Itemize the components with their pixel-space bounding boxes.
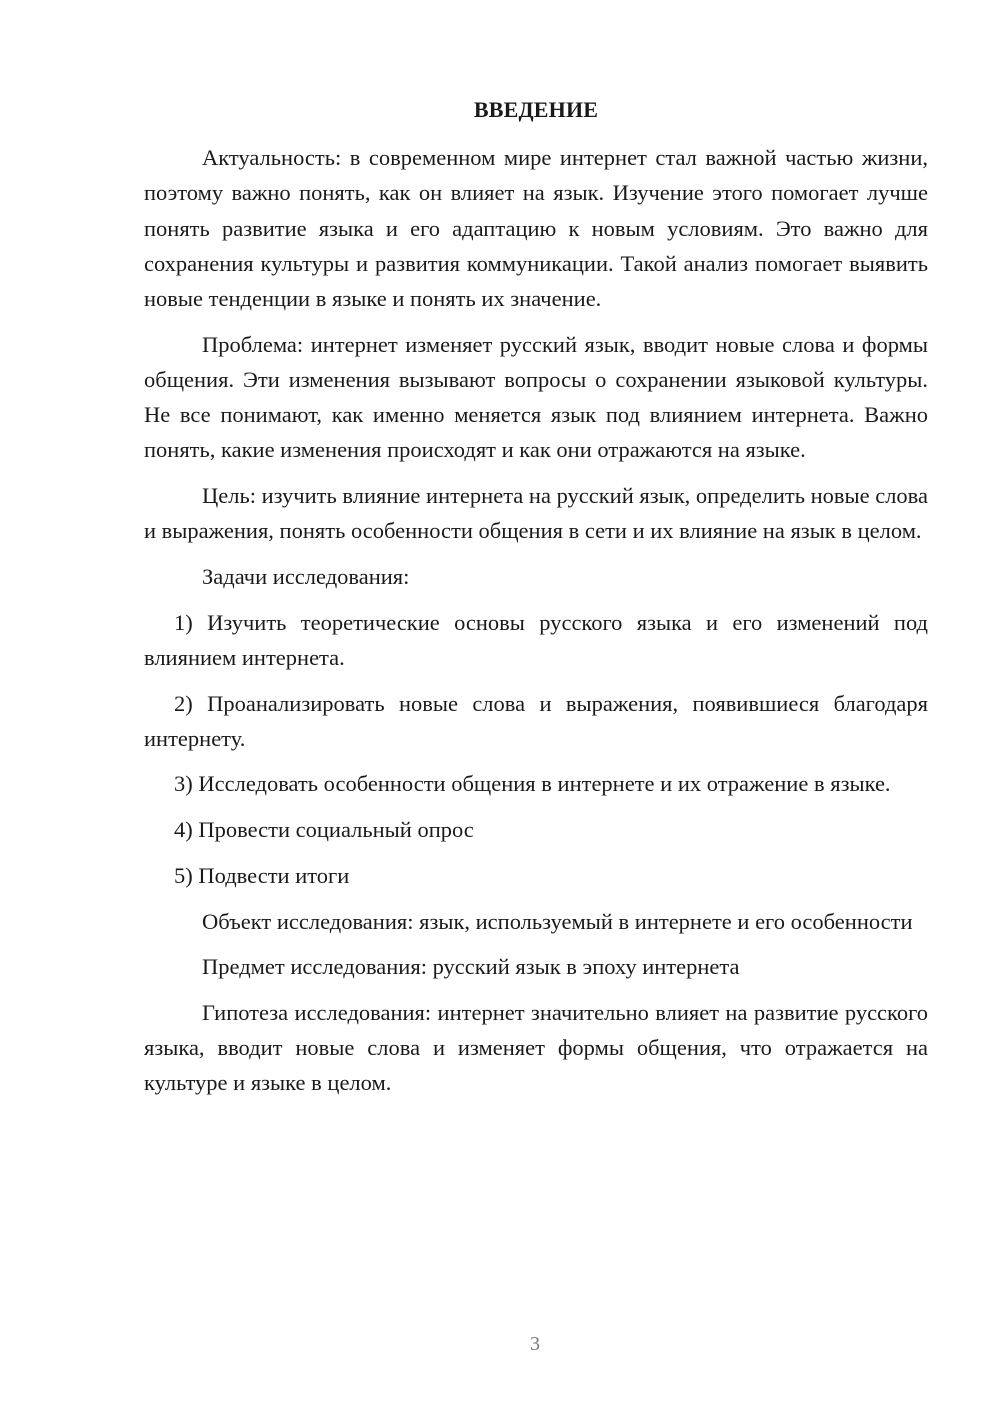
subject-paragraph: Предмет исследования: русский язык в эпоху интернета — [202, 954, 740, 980]
problem-paragraph: Проблема: интернет изменяет русский язык, вводит новые слова и формы общения. Эти изменения вызывают вопросы о сохранении языковой культуры. Не все понимают, как именно меняется язык под влиянием интернета. Важно понять, какие изменения происходят и как они отражаются на языке. — [144, 331, 928, 463]
task-item-5: 5) Подвести итоги — [174, 862, 350, 888]
goal-paragraph: Цель: изучить влияние интернета на русский язык, определить новые слова и выражения, понять особенности общения в сети и их влияние на язык в целом. — [144, 483, 928, 544]
relevance-paragraph: Актуальность: в современном мире интернет стал важной частью жизни, поэтому важно понять, как он влияет на язык. Изучение этого помогает лучше понять развитие языка и его адаптацию к новым условиям. Это важно для сохранения культуры и развития коммуникации. Такой анализ помогает выявить новые тенденции в языке и понять их значение. — [144, 145, 928, 312]
tasks-title: Задачи исследования: — [202, 563, 410, 589]
page-number: 3 — [530, 1333, 540, 1355]
hypothesis-paragraph: Гипотеза исследования: интернет значительно влияет на развитие русского языка, вводит новые слова и изменяет формы общения, что отражается на культуре и языке в целом. — [144, 999, 928, 1096]
task-item-1: 1) Изучить теоретические основы русского языка и его изменений под влиянием интернета. — [144, 609, 928, 670]
page-content — [144, 92, 928, 1111]
section-heading: ВВЕДЕНИЕ — [473, 97, 599, 122]
object-paragraph: Объект исследования: язык, используемый в интернете и его особенности — [202, 908, 913, 934]
task-item-4: 4) Провести социальный опрос — [174, 817, 474, 843]
task-item-2: 2) Проанализировать новые слова и выражения, появившиеся благодаря интернету. — [144, 690, 928, 751]
task-item-3: 3) Исследовать особенности общения в интернете и их отражение в языке. — [174, 771, 891, 797]
